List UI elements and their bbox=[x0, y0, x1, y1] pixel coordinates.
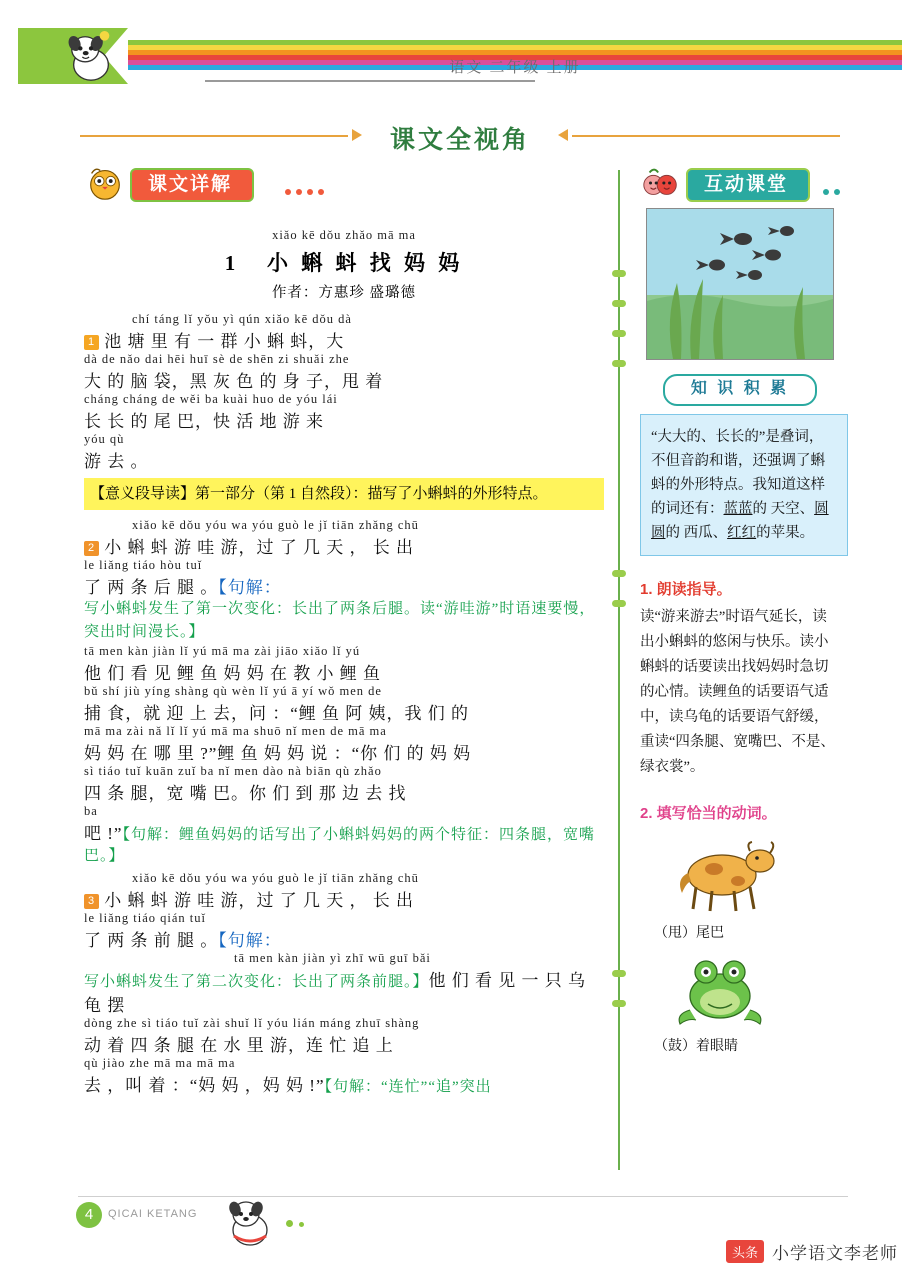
footer-brand: QICAI KETANG bbox=[108, 1208, 198, 1220]
section-banner bbox=[80, 118, 840, 152]
p1-text-3: 长 长 的 尾 巴，快 活 地 游 来 bbox=[84, 412, 324, 431]
p2b-text-3: 妈 妈 在 哪 里 ?”鲤 鱼 妈 妈 说 ：“你 们 的 妈 妈 bbox=[84, 744, 472, 763]
p2b-pinyin-2: bǔ shí jiù yíng shàng qù wèn lǐ yú ā yí wǒ men de bbox=[84, 684, 382, 698]
p2b-hanzi-5 bbox=[84, 819, 604, 865]
p1-pinyin-3: cháng cháng de wěi ba kuài huo de yóu lái bbox=[84, 392, 338, 406]
lesson-title-pinyin: xiǎo kē dǒu zhǎo mā ma bbox=[272, 228, 416, 242]
note-3-prefix: 【句解： bbox=[218, 931, 282, 950]
note-1: 写小蝌蚪发生了第一次变化：长出了两条后腿。读“游哇游”时语速要慢，突出时间漫长。】 bbox=[84, 601, 596, 640]
tag-dots-right bbox=[818, 182, 840, 200]
paragraph-2b bbox=[84, 644, 604, 865]
item-2-title: 2. 填写恰当的动词。 bbox=[640, 805, 777, 822]
column-divider bbox=[612, 170, 626, 1170]
frog-icon bbox=[656, 948, 786, 1028]
p1-text-1: 池 塘 里 有 一 群 小 蝌 蚪，大 bbox=[104, 332, 345, 351]
note-1-prefix: 【句解： bbox=[218, 578, 282, 597]
p2b-text-4: 四 条 腿，宽 嘴 巴。你 们 到 那 边 去 找 bbox=[84, 784, 407, 803]
section-title: 课文全视角 bbox=[389, 126, 530, 154]
cow-caption: （甩）尾巴 bbox=[654, 926, 724, 941]
cow-icon bbox=[656, 835, 786, 915]
p2-hanzi-2 bbox=[84, 573, 604, 598]
p2-text-2: 了 两 条 后 腿 。 bbox=[84, 578, 219, 597]
p2-pinyin-2: le liǎng tiáo hòu tuǐ bbox=[84, 558, 203, 572]
p1-hanzi-1 bbox=[84, 327, 604, 352]
book-title-underline bbox=[205, 80, 535, 82]
footer-dog-icon bbox=[222, 1196, 278, 1250]
tadpole-picture bbox=[646, 208, 834, 360]
note-4: 【句解：“连忙”“追”突出 bbox=[324, 1079, 492, 1095]
lesson-heading-block bbox=[84, 228, 604, 302]
p2b-pinyin-4: sì tiáo tuǐ kuān zuǐ ba nǐ men dào nà biān qù zhǎo bbox=[84, 764, 382, 778]
p3-text-2: 了 两 条 前 腿 。 bbox=[84, 931, 219, 950]
lesson-detail-label: 课文详解 bbox=[130, 168, 254, 202]
p1-text-4: 游 去 。 bbox=[84, 452, 149, 471]
watermark-tag: 头条 bbox=[726, 1240, 764, 1263]
paragraph-2 bbox=[84, 518, 604, 644]
footer-rule bbox=[78, 1196, 848, 1197]
paragraph-marker-2: 2 bbox=[84, 541, 99, 556]
knowledge-underline-1: 蓝蓝 bbox=[723, 501, 753, 517]
p1-pinyin-2: dà de nǎo dai hēi huī sè de shēn zi shuǎi zhe bbox=[84, 352, 350, 366]
interactive-class-label: 互动课堂 bbox=[686, 168, 810, 202]
page-number: 4 bbox=[76, 1202, 102, 1228]
p2b-text-2: 捕 食，就 迎 上 去，问 ：“鲤 鱼 阿 姨，我 们 的 bbox=[84, 704, 470, 723]
p1-pinyin-4: yóu qù bbox=[84, 432, 125, 446]
knowledge-underline-2: 圆圆 bbox=[651, 501, 829, 541]
p2-hanzi-1 bbox=[84, 533, 604, 558]
owl-mascot-icon bbox=[84, 162, 126, 204]
interactive-class-tag bbox=[640, 168, 840, 202]
knowledge-text-3: 的苹果。 bbox=[756, 525, 815, 541]
footer-dots bbox=[286, 1214, 310, 1232]
p2b-pinyin-1: tā men kàn jiàn lǐ yú mā ma zài jiāo xiǎo lǐ yú bbox=[84, 644, 361, 658]
p1-pinyin-1: chí táng lǐ yǒu yì qún xiǎo kē dǒu dà bbox=[132, 312, 352, 326]
knowledge-text: “大大的、长长的”是叠词，不但音韵和谐，还强调了蝌蚪的外形特点。我知道这样的词还有： bbox=[651, 429, 825, 517]
item-1-title: 1. 朗读指导。 bbox=[640, 581, 732, 598]
section-guide-highlight: 【意义段导读】第一部分（第 1 自然段）：描写了小蝌蚪的外形特点。 bbox=[84, 478, 604, 510]
lesson-author: 作者：方惠珍 盛璐德 bbox=[271, 285, 417, 301]
p3-pinyin-2: le liǎng tiáo qián tuǐ bbox=[84, 911, 206, 925]
lesson-title: 小 蝌 蚪 找 妈 妈 bbox=[267, 251, 464, 275]
paragraph-3 bbox=[84, 871, 604, 1096]
paragraph-marker-3: 3 bbox=[84, 894, 99, 909]
p1-text-2: 大 的 脑 袋，黑 灰 色 的 身 子，甩 着 bbox=[84, 372, 384, 391]
p3b-text-1: 他 们 看 见 一 只 乌 龟 摆 bbox=[84, 971, 587, 1015]
banner-rule-left bbox=[80, 135, 348, 137]
p2b-text-1: 他 们 看 见 鲤 鱼 妈 妈 在 教 小 鲤 鱼 bbox=[84, 664, 381, 683]
knowledge-underline-3: 红红 bbox=[727, 525, 757, 541]
frog-caption: （鼓）着眼睛 bbox=[654, 1039, 738, 1054]
banner-arrow-right-icon bbox=[558, 129, 568, 141]
tag-dots bbox=[280, 182, 324, 200]
note-3: 写小蝌蚪发生了第二次变化：长出了两条前腿。】 bbox=[84, 974, 429, 990]
p3b-text-3: 去 ，叫 着 ：“妈 妈 ，妈 妈 !” bbox=[84, 1076, 325, 1095]
p3b-pinyin-1: tā men kàn jiàn yì zhī wū guī bǎi bbox=[234, 951, 431, 965]
lesson-title-line bbox=[84, 247, 604, 277]
lesson-detail-tag bbox=[84, 168, 604, 202]
p3-hanzi-1 bbox=[84, 886, 604, 911]
p2-pinyin-1: xiǎo kē dǒu yóu wa yóu guò le jǐ tiān zhǎng chū bbox=[132, 518, 419, 532]
page-footer bbox=[0, 1188, 920, 1280]
p3-text-1: 小 蝌 蚪 游 哇 游，过 了 几 天 ， 长 出 bbox=[104, 891, 414, 910]
left-column bbox=[84, 168, 604, 1096]
banner-rule-right bbox=[572, 135, 840, 137]
page-header bbox=[0, 28, 920, 86]
paragraph-1 bbox=[84, 312, 604, 472]
p2-text-1: 小 蝌 蚪 游 哇 游，过 了 几 天 ， 长 出 bbox=[104, 538, 414, 557]
note-2: 【句解：鲤鱼妈妈的话写出了小蝌蚪妈妈的两个特征：四条腿，宽嘴巴。】 bbox=[84, 827, 595, 864]
p2b-pinyin-3: mā ma zài nǎ lǐ lǐ yú mā ma shuō nǐ men de mā ma bbox=[84, 724, 387, 738]
lesson-number: 1 bbox=[224, 251, 240, 275]
tadpole-scene-svg bbox=[647, 209, 833, 359]
p3b-pinyin-3: qù jiào zhe mā ma mā ma bbox=[84, 1056, 236, 1070]
knowledge-title: 知 识 积 累 bbox=[663, 374, 817, 406]
paragraph-marker-1: 1 bbox=[84, 335, 99, 350]
watermark bbox=[726, 1239, 898, 1264]
knowledge-text-1: 的 天空、 bbox=[752, 501, 815, 517]
p3b-hanzi-3 bbox=[84, 1071, 604, 1096]
p2b-text-5: 吧 !” bbox=[84, 824, 123, 843]
knowledge-box bbox=[640, 414, 848, 556]
banner-arrow-left-icon bbox=[352, 129, 362, 141]
p3-hanzi-2 bbox=[84, 926, 604, 951]
p3-note-line bbox=[84, 966, 604, 1016]
kids-mascot-icon bbox=[640, 162, 682, 204]
item-1-text: 读“游来游去”时语气延长，读出小蝌蚪的悠闲与快乐。读小蝌蚪的话要读出找妈妈时急切的心情。读鲤鱼的话要语气适中，读乌龟的话要语气舒缓，重读“四条腿、宽嘴巴、不是、绿衣裳”。 bbox=[640, 609, 835, 775]
p3b-text-2: 动 着 四 条 腿 在 水 里 游，连 忙 追 上 bbox=[84, 1036, 394, 1055]
watermark-text: 小学语文李老师 bbox=[772, 1244, 898, 1263]
p3-pinyin-1: xiǎo kē dǒu yóu wa yóu guò le jǐ tiān zhǎng chū bbox=[132, 871, 419, 885]
p2b-pinyin-5: ba bbox=[84, 804, 98, 818]
right-column bbox=[640, 168, 840, 1055]
book-title: 语文 二年级 上册 bbox=[449, 59, 581, 76]
knowledge-text-2: 的 西瓜、 bbox=[665, 525, 728, 541]
divider-line bbox=[618, 170, 620, 1170]
dog-mascot-icon bbox=[62, 30, 120, 84]
p3b-pinyin-2: dòng zhe sì tiáo tuǐ zài shuǐ lǐ yóu lián máng zhuī shàng bbox=[84, 1016, 420, 1030]
